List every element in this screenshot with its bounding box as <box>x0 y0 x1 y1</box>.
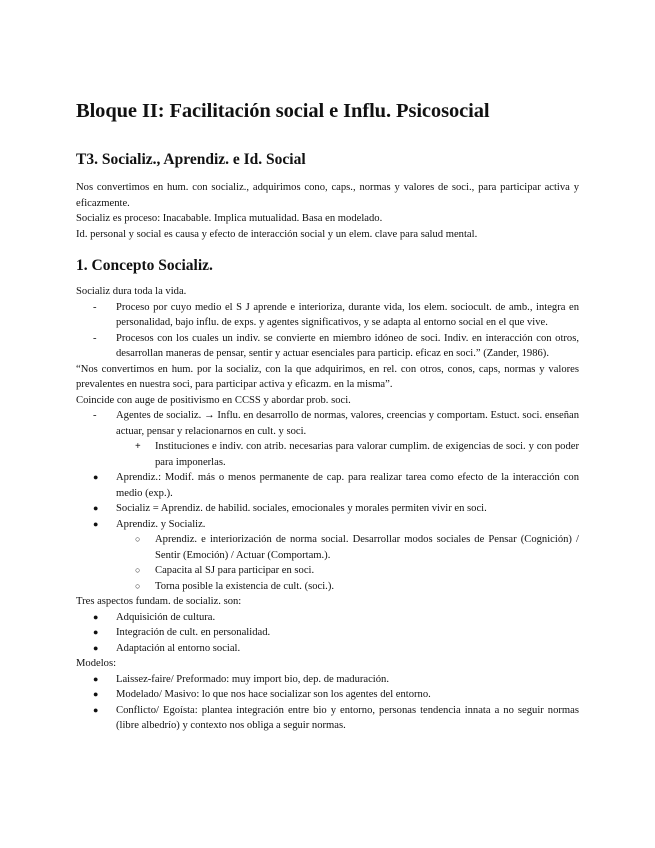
list-item <box>76 610 579 626</box>
list-item <box>76 300 579 331</box>
list-item <box>116 563 579 579</box>
bullet-list <box>76 470 579 594</box>
list-item <box>76 687 579 703</box>
list-item-text: Modelado/ Masivo: lo que nos hace socializar son los agentes del entorno. <box>116 689 431 700</box>
list-item <box>76 641 579 657</box>
bullet-marker: ● <box>93 704 99 715</box>
paragraph: Modelos: <box>76 658 117 669</box>
list-item-text: Adquisición de cultura. <box>116 611 216 623</box>
list-item-text: Agentes de socializ. → Influ. en desarrollo de normas, valores, creencias y comportam. Estuct. soci. enseñan actuar, pensar y relacionarnos en cult. y soci. <box>116 410 579 437</box>
list-item <box>76 625 579 641</box>
list-item-text: Integración de cult. en personalidad. <box>116 627 271 638</box>
paragraph: Nos convertimos en hum. con socializ., adquirimos cono, caps., normas y valores de soci., para participar activa y eficazmente. <box>76 182 579 209</box>
list-item <box>76 703 579 734</box>
list-item <box>76 331 579 362</box>
list-item-text: Socializ = Aprendiz. de habilid. sociales, emocionales y morales permiten vivir en soci. <box>116 503 487 514</box>
section-heading-t3: T3. Socializ., Aprendiz. e Id. Social <box>76 151 306 168</box>
bullet-marker: ● <box>93 627 99 637</box>
bullet-marker: ● <box>93 472 99 482</box>
dash-marker: - <box>93 410 97 421</box>
plus-list <box>116 439 579 470</box>
list-item-text: Aprendiz. y Socializ. <box>116 518 206 530</box>
circle-marker: ○ <box>135 580 141 591</box>
list-item <box>76 408 579 470</box>
list-item <box>116 579 579 595</box>
paragraph: Id. personal y social es causa y efecto de interacción social y un elem. clave para salud mental. <box>76 228 478 240</box>
paragraph: Socializ es proceso: Inacabable. Implica mutualidad. Basa en modelado. <box>76 213 383 224</box>
list-item-text: Procesos con los cuales un indiv. se convierte en miembro idóneo de soci. Indiv. en interacción con otros, desarrollan maneras de pensar, sentir y actuar esenciales para particip. eficaz en soci.” (Zander, 1986). <box>116 332 579 359</box>
bullet-marker: ● <box>93 689 99 699</box>
bullet-marker: ● <box>93 673 99 684</box>
bullet-marker: ● <box>93 518 99 529</box>
bullet-list <box>76 672 579 734</box>
list-item <box>76 501 579 517</box>
list-item <box>76 672 579 688</box>
document-title: Bloque II: Facilitación social e Influ. Psicosocial <box>76 100 490 122</box>
circle-list <box>116 532 579 594</box>
dash-list <box>76 408 579 470</box>
list-item-text: Instituciones e indiv. con atrib. necesarias para valorar cumplim. de exigencias de soci. y con poder para imponerlas. <box>155 441 579 468</box>
circle-marker: ○ <box>135 534 141 544</box>
circle-marker: ○ <box>135 565 141 575</box>
dash-list <box>76 300 579 362</box>
list-item <box>116 532 579 563</box>
bullet-list <box>76 610 579 657</box>
dash-marker: - <box>93 332 97 344</box>
plus-marker: + <box>135 441 141 452</box>
paragraph: Tres aspectos fundam. de socializ. son: <box>76 596 242 607</box>
list-item-text: Adaptación al entorno social. <box>116 642 241 654</box>
list-item <box>76 517 579 595</box>
dash-marker: - <box>93 301 97 313</box>
list-item-text: Laissez-faire/ Preformado: muy import bio, dep. de maduración. <box>116 673 389 685</box>
list-item <box>116 439 579 470</box>
list-item <box>76 470 579 501</box>
bullet-marker: ● <box>93 611 99 622</box>
bullet-marker: ● <box>93 642 99 653</box>
list-item-text: Proceso por cuyo medio el S J aprende e interioriza, durante vida, los elem. sociocult. de amb., integra en personalidad, bajo influ. de exps. y agentes significativos, y se adapta al entorno social en el que vive. <box>116 301 579 328</box>
paragraph: Coincide con auge de positivismo en CCSS y abordar prob. soci. <box>76 394 351 406</box>
list-item-text: Capacita al SJ para participar en soci. <box>155 565 315 576</box>
section-heading-concepto: 1. Concepto Socializ. <box>76 257 213 274</box>
list-item-text: Torna posible la existencia de cult. (soci.). <box>155 580 334 592</box>
paragraph: Socializ dura toda la vida. <box>76 286 187 297</box>
quote-paragraph: “Nos convertimos en hum. por la socializ, con la que adquirimos, en rel. con otros, conos, caps, normas y valores prevalentes en nuestra soci, para participar activa y eficazm. en la misma”. <box>76 363 579 390</box>
list-item-text: Conflicto/ Egoísta: plantea integración entre bio y entorno, personas tendencia innata a no seguir normas (libre albedrío) y contexto nos obliga a seguir normas. <box>116 704 579 731</box>
list-item-text: Aprendiz.: Modif. más o menos permanente de cap. para realizar tarea como efecto de la interacción con medio (exp.). <box>116 472 579 499</box>
list-item-text: Aprendiz. e interiorización de norma social. Desarrollar modos sociales de Pensar (Cognición) / Sentir (Emoción) / Actuar (Comportam.). <box>155 534 579 561</box>
bullet-marker: ● <box>93 503 99 513</box>
